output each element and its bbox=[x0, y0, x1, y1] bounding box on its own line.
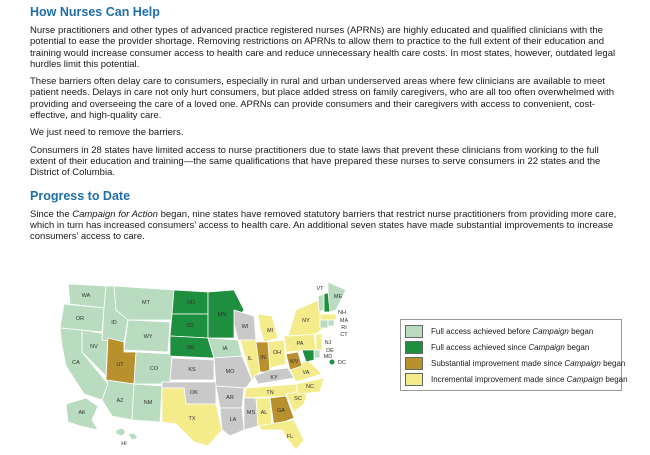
legend-item-substantial bbox=[405, 356, 625, 370]
label-id: ID bbox=[111, 320, 117, 326]
label-hi: HI bbox=[121, 441, 127, 447]
progress-text-end: began, nine states have removed statutory barriers that restrict nurse practitioners from providing more care, which in turn has increased consumers’ access to health care. An additional seven states have made substantial improvements to increase consumers’ access to care. bbox=[30, 208, 617, 243]
label-nh: NH bbox=[338, 310, 346, 316]
legend-label-substantial: Substantial improvement made since Campaign began bbox=[431, 358, 626, 368]
label-az: AZ bbox=[116, 398, 124, 404]
legend-item-full-before bbox=[405, 324, 593, 338]
state-fl bbox=[258, 420, 304, 450]
label-wv: WV bbox=[289, 359, 299, 365]
section-heading-how-nurses-can-help: How Nurses Can Help bbox=[30, 5, 160, 19]
label-dc: DC bbox=[338, 360, 346, 366]
label-sd: SD bbox=[186, 323, 194, 329]
us-map-svg bbox=[58, 280, 368, 450]
label-ma: MA bbox=[339, 318, 349, 324]
label-nj: NJ bbox=[324, 340, 332, 346]
map-legend bbox=[400, 319, 628, 391]
legend-swatch-incremental bbox=[405, 373, 423, 386]
label-la: LA bbox=[229, 417, 237, 423]
label-nc: NC bbox=[306, 384, 314, 390]
label-fl: FL bbox=[286, 434, 294, 440]
label-co: CO bbox=[149, 366, 159, 372]
legend-swatch-substantial bbox=[405, 357, 423, 370]
label-ny: NY bbox=[302, 318, 310, 324]
label-ri: RI bbox=[341, 325, 347, 331]
label-ga: GA bbox=[277, 408, 285, 414]
label-nm: NM bbox=[143, 400, 153, 406]
paragraph-progress bbox=[30, 209, 622, 243]
label-oh: OH bbox=[272, 350, 282, 356]
paragraph-4: Consumers in 28 states have limited access to nurse practitioners due to state laws that prevent these clinicians from working to the full extent of their education and training—the same qualifications that have prepared these nurses to serve consumers in 22 states and the District of Columbia. bbox=[30, 144, 601, 179]
paragraph-2: These barriers often delay care to consumers, especially in rural and urban underserved areas where few clinicians are available to meet patient needs. Delays in care not only hurt consumers, but place added stress on family caregivers, who are all too often overwhelmed with providing and overseeing the care of a loved one. APRNs can provide consumers and their caregivers with access to convenient, cost-effective, and high-quality care. bbox=[30, 76, 615, 122]
label-de: DE bbox=[326, 348, 334, 354]
label-al: AL bbox=[260, 410, 268, 416]
section-heading-progress-to-date: Progress to Date bbox=[30, 188, 131, 203]
document-page bbox=[30, 0, 622, 248]
dc-marker bbox=[330, 360, 335, 365]
label-wi: WI bbox=[241, 324, 249, 330]
label-me: ME bbox=[333, 294, 343, 300]
label-ia: IA bbox=[222, 346, 228, 352]
label-md: MD bbox=[323, 354, 333, 360]
label-wa: WA bbox=[81, 293, 91, 299]
legend-item-incremental bbox=[405, 372, 628, 386]
us-map bbox=[58, 280, 368, 450]
state-ma bbox=[320, 314, 336, 320]
label-mo: MO bbox=[225, 369, 235, 375]
label-ut: UT bbox=[116, 362, 124, 368]
label-sc: SC bbox=[294, 396, 302, 402]
state-hi bbox=[116, 428, 126, 436]
label-mi: MI bbox=[266, 328, 274, 334]
legend-swatch-full-since bbox=[405, 341, 423, 354]
paragraph-3: We just need to remove the barriers. bbox=[30, 127, 184, 139]
state-de bbox=[314, 350, 320, 358]
label-ms: MS bbox=[246, 410, 256, 416]
label-ca: CA bbox=[72, 360, 80, 366]
label-nv: NV bbox=[90, 344, 98, 350]
legend-label-incremental: Incremental improvement made since Campaign began bbox=[431, 374, 628, 384]
state-md bbox=[302, 350, 314, 362]
label-ok: OK bbox=[190, 390, 198, 396]
campaign-emphasis: Campaign for Action bbox=[72, 208, 158, 220]
label-il: IL bbox=[247, 356, 253, 362]
label-or: OR bbox=[75, 316, 85, 322]
label-wy: WY bbox=[143, 334, 153, 340]
label-in: IN bbox=[260, 355, 266, 361]
label-mn: MN bbox=[217, 312, 227, 318]
state-hi-2 bbox=[128, 433, 138, 440]
label-ky: KY bbox=[270, 375, 278, 381]
label-ak: AK bbox=[78, 410, 86, 416]
state-ri bbox=[328, 320, 334, 326]
label-pa: PA bbox=[296, 341, 304, 347]
label-ar: AR bbox=[226, 395, 234, 401]
label-vt: VT bbox=[316, 286, 324, 292]
legend-swatch-full-before bbox=[405, 325, 423, 338]
label-va: VA bbox=[302, 370, 310, 376]
label-tx: TX bbox=[188, 416, 196, 422]
label-ks: KS bbox=[188, 367, 196, 373]
paragraph-1: Nurse practitioners and other types of advanced practice registered nurses (APRNs) are highly educated and qualified clinicians with the potential to ease the provider shortage. Removing restrictions on APRNs to allow them to practice to the full extent of their education and training would increase consumer access to health care and reduce unnecessary health care costs. In most states, however, outdated legal hurdles limit this potential. bbox=[30, 25, 616, 70]
label-ct: CT bbox=[340, 332, 348, 338]
state-nj bbox=[316, 334, 322, 350]
progress-text-start: Since the bbox=[30, 208, 73, 220]
label-mt: MT bbox=[142, 300, 150, 306]
legend-label-full-since: Full access achieved since Campaign began bbox=[431, 342, 590, 352]
label-nd: ND bbox=[187, 300, 195, 306]
legend-item-full-since bbox=[405, 340, 589, 354]
label-ne: NE bbox=[187, 345, 195, 351]
label-tn: TN bbox=[266, 390, 274, 396]
state-vt bbox=[318, 294, 324, 312]
state-ct bbox=[320, 320, 328, 328]
legend-label-full-before: Full access achieved before Campaign began bbox=[431, 326, 594, 336]
